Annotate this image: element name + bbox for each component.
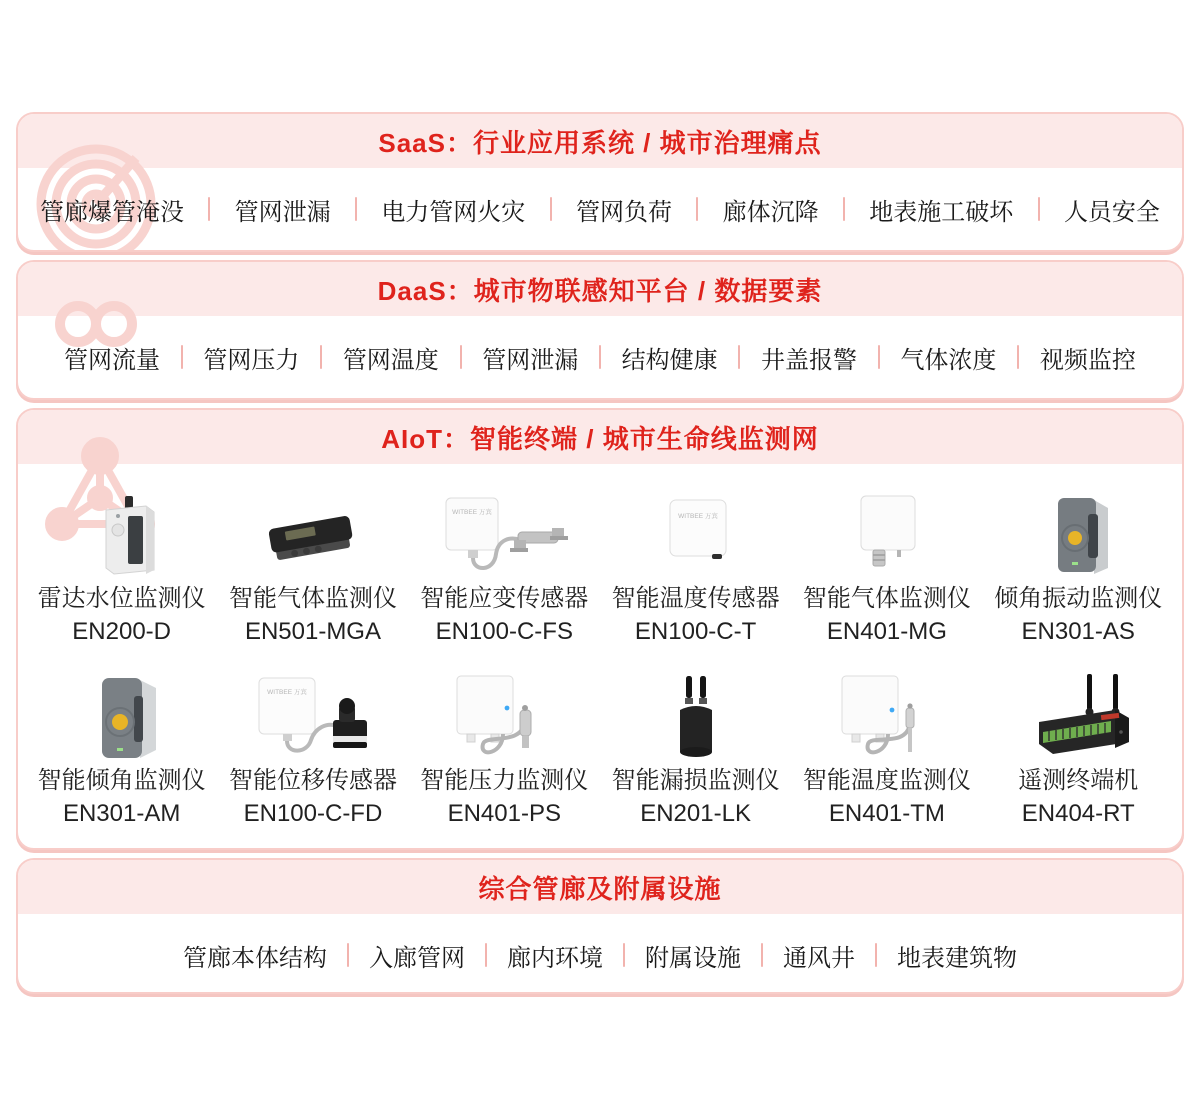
saas-item: 地表施工破坏 (869, 198, 1014, 226)
saas-card (16, 112, 1184, 252)
saas-item: 人员安全 (1063, 198, 1160, 226)
daas-item: 管网温度 (342, 346, 439, 374)
divider (355, 197, 357, 221)
product-model: EN404-RT (1021, 800, 1135, 827)
divider (347, 943, 349, 967)
divider (1038, 197, 1040, 221)
temperature-sensor-device-image (600, 488, 791, 582)
product-name: 遥测终端机 (1018, 767, 1139, 794)
temperature-monitor-device-image (791, 670, 982, 764)
gas-monitor-device-image (217, 488, 408, 582)
gas-monitor-nozzle-device-image (791, 488, 982, 582)
product-model: EN200-D (72, 618, 172, 645)
svg-text:WITBEE 万宾: WITBEE 万宾 (267, 689, 307, 696)
divider (696, 197, 698, 221)
divider (208, 197, 210, 221)
daas-item: 管网泄漏 (482, 346, 579, 374)
product-name: 智能位移传感器 (228, 767, 397, 794)
saas-items-row (18, 168, 1182, 250)
divider (878, 345, 880, 369)
product-model: EN401-MG (826, 618, 947, 645)
product-card (983, 488, 1174, 648)
saas-item: 电力管网火灾 (381, 198, 526, 226)
divider (761, 943, 763, 967)
saas-item: 管网负荷 (575, 198, 672, 226)
product-card (409, 488, 600, 648)
daas-header-band (18, 262, 1182, 316)
gallery-item: 管廊本体结构 (183, 944, 327, 972)
divider (485, 943, 487, 967)
divider (1017, 345, 1019, 369)
saas-item: 廊体沉降 (722, 198, 819, 226)
daas-item: 井盖报警 (761, 346, 858, 374)
daas-item: 结构健康 (621, 346, 718, 374)
gallery-header-band (18, 860, 1182, 914)
product-card (409, 670, 600, 830)
daas-item: 管网流量 (64, 346, 160, 374)
gallery-card (16, 858, 1184, 994)
product-model: EN100-C-FS (435, 618, 573, 645)
tilt-monitor-device-image (26, 670, 217, 764)
divider (550, 197, 552, 221)
gallery-item: 廊内环境 (507, 944, 603, 972)
aiot-product-grid (18, 464, 1182, 850)
svg-text:WITBEE 万宾: WITBEE 万宾 (677, 513, 718, 520)
product-card (217, 488, 408, 648)
aiot-header-band (18, 410, 1182, 464)
saas-title: SaaS：行业应用系统 / 城市治理痛点 (378, 127, 822, 158)
divider (181, 345, 183, 369)
divider (738, 345, 740, 369)
layer-stack (16, 112, 1184, 1002)
daas-item: 管网压力 (203, 346, 300, 374)
displacement-sensor-device-image (217, 670, 408, 764)
product-name: 智能气体监测仪 (802, 585, 971, 612)
product-name: 倾角振动监测仪 (994, 585, 1163, 612)
product-card (26, 488, 217, 648)
tilt-vibration-device-image (983, 488, 1174, 582)
product-model: EN301-AS (1021, 618, 1135, 645)
svg-text:WITBEE 万宾: WITBEE 万宾 (452, 509, 493, 516)
product-model: EN100-C-FD (243, 800, 383, 827)
daas-item: 气体浓度 (900, 346, 997, 374)
leak-monitor-device-image (600, 670, 791, 764)
aiot-card (16, 408, 1184, 850)
product-card (600, 488, 791, 648)
product-model: EN401-PS (447, 800, 561, 827)
saas-item: 管网泄漏 (234, 198, 331, 226)
daas-items-row (18, 316, 1182, 398)
aiot-title: AIoT：智能终端 / 城市生命线监测网 (381, 423, 819, 454)
pressure-monitor-device-image (409, 670, 600, 764)
daas-card (16, 260, 1184, 400)
product-name: 智能压力监测仪 (420, 767, 589, 794)
product-name: 智能温度监测仪 (802, 767, 971, 794)
product-name: 智能温度传感器 (611, 585, 780, 612)
product-card (791, 670, 982, 830)
gallery-item: 通风井 (783, 944, 855, 972)
strain-sensor-device-image (409, 488, 600, 582)
radar-water-level-device-image (26, 488, 217, 582)
divider (843, 197, 845, 221)
product-model: EN301-AM (62, 800, 181, 827)
divider (320, 345, 322, 369)
product-model: EN501-MGA (244, 618, 381, 645)
gallery-item: 地表建筑物 (897, 944, 1017, 972)
divider (460, 345, 462, 369)
product-model: EN401-TM (828, 800, 945, 827)
product-card (217, 670, 408, 830)
product-model: EN100-C-T (634, 618, 757, 645)
telemetry-terminal-device-image (983, 670, 1174, 764)
divider (599, 345, 601, 369)
divider (875, 943, 877, 967)
product-card (26, 670, 217, 830)
product-name: 智能漏损监测仪 (611, 767, 780, 794)
daas-title: DaaS：城市物联感知平台 / 数据要素 (377, 275, 823, 306)
daas-item: 视频监控 (1039, 346, 1136, 374)
divider (623, 943, 625, 967)
product-card (983, 670, 1174, 830)
gallery-items-row (18, 914, 1182, 994)
saas-item: 管廊爆管淹没 (40, 198, 184, 226)
gallery-item: 附属设施 (645, 944, 741, 972)
product-model: EN201-LK (640, 800, 751, 827)
product-card (791, 488, 982, 648)
product-name: 智能气体监测仪 (228, 585, 397, 612)
product-name: 智能倾角监测仪 (37, 767, 206, 794)
product-name: 智能应变传感器 (420, 585, 589, 612)
saas-header-band (18, 114, 1182, 168)
gallery-title: 综合管廊及附属设施 (478, 873, 722, 904)
gallery-item: 入廊管网 (369, 944, 465, 972)
product-card (600, 670, 791, 830)
product-name: 雷达水位监测仪 (37, 585, 206, 612)
